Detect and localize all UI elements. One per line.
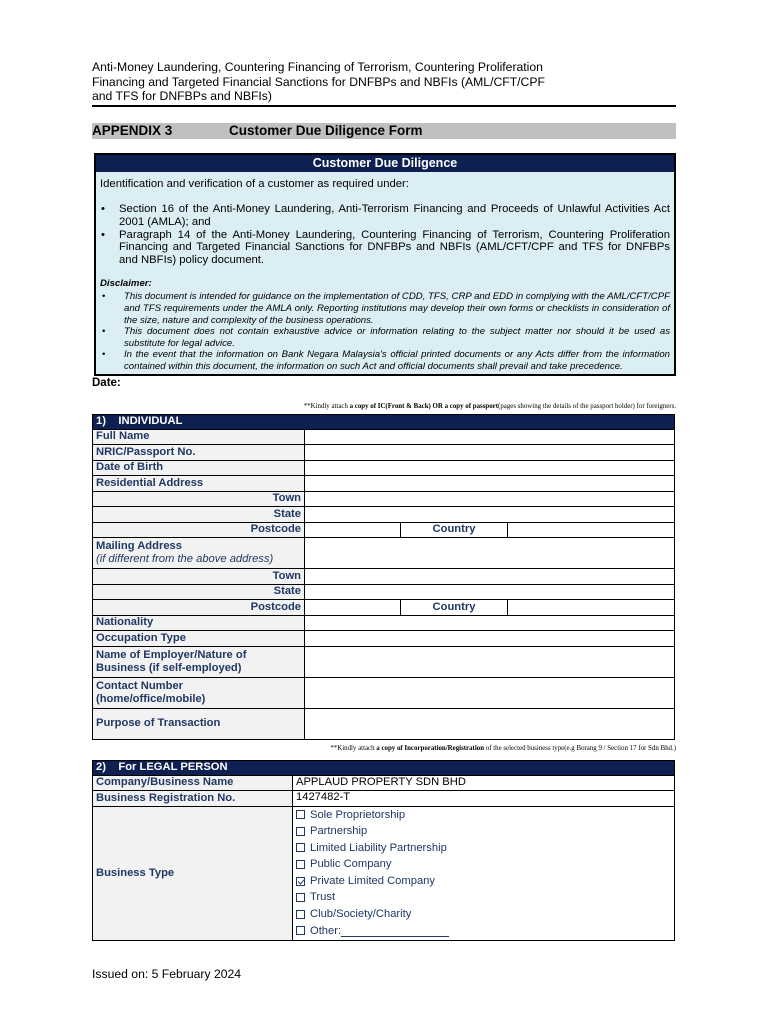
mailing-country-label: Country	[401, 600, 508, 616]
mailing-state-label: State	[93, 584, 305, 600]
mailing-town-label: Town	[93, 569, 305, 585]
option-public-company[interactable]: Public Company	[296, 856, 671, 873]
checkbox-icon[interactable]	[296, 893, 305, 902]
business-type-label: Business Type	[93, 806, 293, 940]
appendix-number: APPENDIX 3	[92, 123, 173, 139]
state-field[interactable]	[305, 507, 675, 523]
cdd-bullet: • Section 16 of the Anti-Money Laundering, Anti-Terrorism Financing and Proceeds of Unlawful Activities Act 2001 (AMLA); and	[100, 203, 670, 228]
header-line: and TFS for DNFBPs and NBFIs)	[92, 89, 272, 104]
business-type-options	[293, 806, 675, 940]
cdd-intro: Identification and verification of a customer as required under:	[100, 177, 409, 190]
legal-section-title: 2) For LEGAL PERSON	[93, 760, 675, 775]
option-other[interactable]: Other:	[296, 923, 671, 940]
disclaimer-title: Disclaimer:	[100, 278, 152, 290]
option-llp[interactable]: Limited Liability Partnership	[296, 840, 671, 857]
postcode-label: Postcode	[93, 522, 305, 538]
mailing-town-field[interactable]	[305, 569, 675, 585]
nric-field[interactable]	[305, 445, 675, 461]
postcode-field[interactable]	[305, 522, 401, 538]
legal-person-table	[92, 760, 675, 941]
nric-label: NRIC/Passport No.	[93, 445, 305, 461]
full-name-field[interactable]	[305, 429, 675, 445]
mailing-state-field[interactable]	[305, 584, 675, 600]
option-club-society-charity[interactable]: Club/Society/Charity	[296, 906, 671, 923]
mailing-country-field[interactable]	[508, 600, 675, 616]
dob-field[interactable]	[305, 460, 675, 476]
option-private-limited[interactable]: Private Limited Company	[296, 873, 671, 890]
town-field[interactable]	[305, 491, 675, 507]
cdd-info-box	[94, 153, 676, 376]
purpose-field[interactable]	[305, 708, 675, 739]
checkbox-icon[interactable]	[296, 810, 305, 819]
country-label: Country	[401, 522, 508, 538]
form-page	[92, 60, 676, 941]
checkbox-icon[interactable]	[296, 843, 305, 852]
individual-section-title: 1) INDIVIDUAL	[93, 414, 675, 429]
mailing-address-note: (if different from the above address)	[96, 553, 274, 565]
dob-label: Date of Birth	[93, 460, 305, 476]
cdd-title: Customer Due Diligence	[96, 155, 674, 172]
registration-no-field[interactable]: 1427482-T	[293, 791, 675, 807]
purpose-label: Purpose of Transaction	[93, 708, 305, 739]
appendix-title: Customer Due Diligence Form	[229, 123, 423, 139]
full-name-label: Full Name	[93, 429, 305, 445]
disclaimer-item: • This document is intended for guidance on the implementation of CDD, TFS, CRP and EDD in complying with the AML/CFT/CPF and TFS requirements under the AMLA only. Reporting institutions may develop their own forms or checklists in consideration of the size, nature and complexity of the business operations.	[100, 291, 670, 326]
contact-number-label: Contact Number (home/office/mobile)	[93, 677, 305, 708]
mailing-address-label: Mailing Address (if different from the above address)	[93, 538, 305, 569]
header-line: Anti-Money Laundering, Countering Financing of Terrorism, Countering Proliferation	[92, 60, 543, 74]
company-name-field[interactable]: APPLAUD PROPERTY SDN BHD	[293, 775, 675, 791]
contact-number-field[interactable]	[305, 677, 675, 708]
disclaimer-item: • This document does not contain exhaustive advice or information relating to the subject matter nor should it be used as substitute for legal advice.	[100, 326, 670, 349]
occupation-label: Occupation Type	[93, 631, 305, 647]
document-header	[92, 60, 676, 107]
other-input-line[interactable]	[341, 924, 449, 937]
town-label: Town	[93, 491, 305, 507]
checked-checkbox-icon[interactable]	[296, 877, 305, 886]
disclaimer-item: • In the event that the information on Bank Negara Malaysia's official printed documents or any Acts differ from the information contained within this document, the information on such Act and official documents shall prevail and take precedence.	[100, 349, 670, 372]
nationality-label: Nationality	[93, 615, 305, 631]
checkbox-icon[interactable]	[296, 860, 305, 869]
header-line: Financing and Targeted Financial Sanctions for DNFBPs and NBFIs (AML/CFT/CPF	[92, 74, 545, 89]
checkbox-icon[interactable]	[296, 910, 305, 919]
occupation-field[interactable]	[305, 631, 675, 647]
mailing-address-field[interactable]	[305, 538, 675, 569]
attach-note-legal: **Kindly attach a copy of Incorporation/Registration of the selected business type(e.g Borang 9 / Section 17 for Sdn Bhd.)	[330, 744, 676, 752]
option-sole-proprietorship[interactable]: Sole Proprietorship	[296, 807, 671, 824]
residential-address-label: Residential Address	[93, 476, 305, 492]
issued-date: Issued on: 5 February 2024	[92, 967, 242, 981]
residential-address-field[interactable]	[305, 476, 675, 492]
individual-table	[92, 414, 675, 740]
employer-label: Name of Employer/Nature of Business (if self-employed)	[93, 646, 305, 677]
checkbox-icon[interactable]	[296, 827, 305, 836]
mailing-postcode-field[interactable]	[305, 600, 401, 616]
date-label: Date:	[92, 376, 121, 389]
cdd-bullet: • Paragraph 14 of the Anti-Money Laundering, Countering Financing of Terrorism, Countering Proliferation Financing and Targeted Financial Sanctions for DNFBPs and NBFIs (AML/CFT/CPF and TFS for DNFBPs and NBFIs) policy document.	[100, 229, 670, 267]
option-partnership[interactable]: Partnership	[296, 823, 671, 840]
company-name-label: Company/Business Name	[93, 775, 293, 791]
state-label: State	[93, 507, 305, 523]
checkbox-icon[interactable]	[296, 926, 305, 935]
employer-field[interactable]	[305, 646, 675, 677]
country-field[interactable]	[508, 522, 675, 538]
option-trust[interactable]: Trust	[296, 889, 671, 906]
mailing-postcode-label: Postcode	[93, 600, 305, 616]
registration-no-label: Business Registration No.	[93, 791, 293, 807]
attach-note-individual: **Kindly attach a copy of IC(Front & Back) OR a copy of passport(pages showing the details of the passport holder) for foreigners.	[303, 402, 676, 410]
appendix-bar	[92, 123, 676, 139]
nationality-field[interactable]	[305, 615, 675, 631]
